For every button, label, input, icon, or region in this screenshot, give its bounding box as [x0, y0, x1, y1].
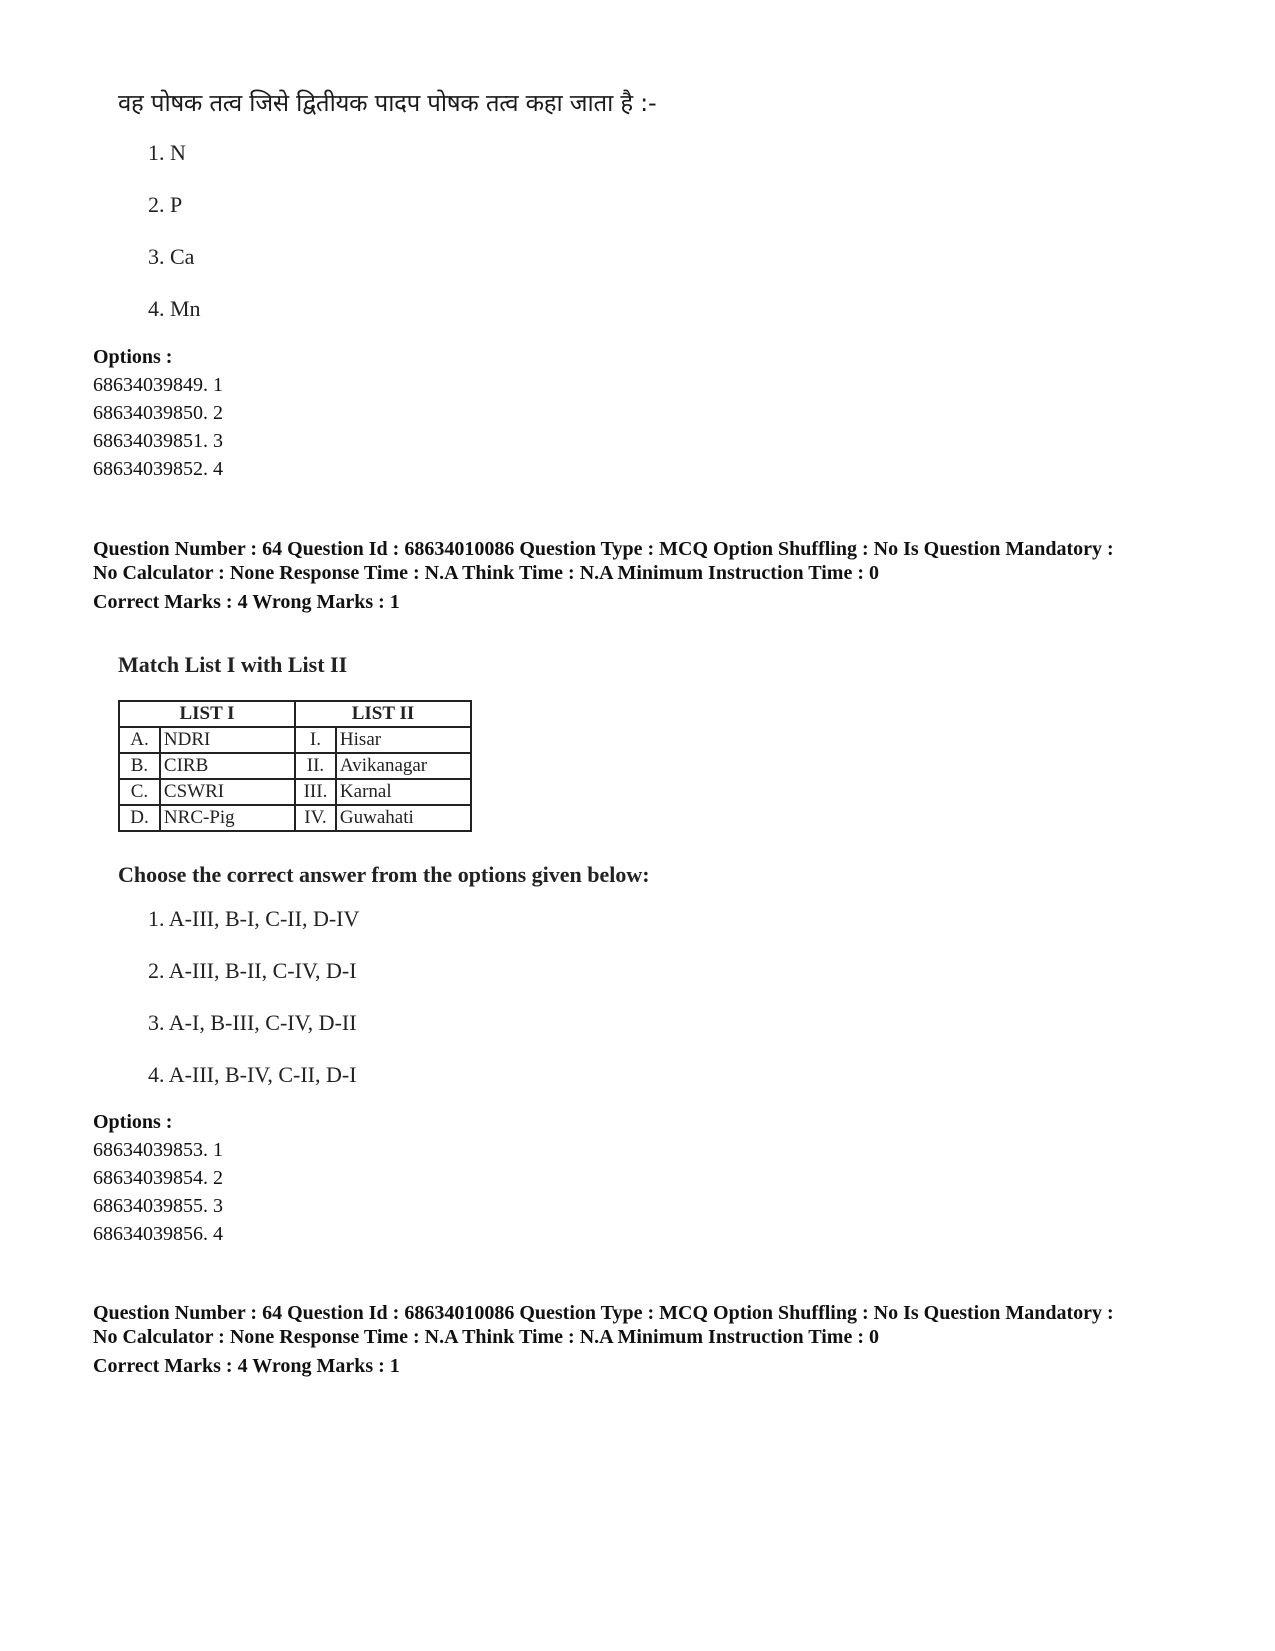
choose-instruction: Choose the correct answer from the options given below:	[118, 862, 650, 887]
question-choice-4: 4. A-III, B-IV, C-II, D-I	[148, 1062, 357, 1087]
list1-value: CSWRI	[160, 779, 295, 805]
list1-value: NDRI	[160, 727, 295, 753]
option-id-line: 68634039856. 4	[93, 1223, 223, 1245]
list1-index: C.	[119, 779, 160, 805]
option-id-line: 68634039852. 4	[93, 458, 223, 480]
option-id-line: 68634039850. 2	[93, 402, 223, 424]
table-row	[119, 779, 471, 805]
list2-value: Karnal	[336, 779, 471, 805]
list1-index: D.	[119, 805, 160, 831]
list2-index: III.	[295, 779, 336, 805]
list1-header: LIST I	[119, 701, 295, 727]
option-id-line: 68634039854. 2	[93, 1167, 223, 1189]
list2-value: Hisar	[336, 727, 471, 753]
question-marks: Correct Marks : 4 Wrong Marks : 1	[93, 591, 400, 613]
list1-index: A.	[119, 727, 160, 753]
list2-index: I.	[295, 727, 336, 753]
question-choice-3: 3. Ca	[148, 244, 195, 269]
options-label: Options :	[93, 346, 173, 368]
option-id-line: 68634039855. 3	[93, 1195, 223, 1217]
question-choice-2: 2. A-III, B-II, C-IV, D-I	[148, 958, 357, 983]
question-choice-4: 4. Mn	[148, 296, 201, 321]
option-id-line: 68634039851. 3	[93, 430, 223, 452]
question-meta-line1: Question Number : 64 Question Id : 68634010086 Question Type : MCQ Option Shuffling : No Is Question Mandatory :	[93, 1302, 1114, 1324]
question-text-hindi: वह पोषक तत्व जिसे द्वितीयक पादप पोषक तत्व कहा जाता है :-	[118, 89, 657, 117]
question-meta-line2: No Calculator : None Response Time : N.A Think Time : N.A Minimum Instruction Time : 0	[93, 562, 879, 584]
table-row	[119, 805, 471, 831]
list2-index: IV.	[295, 805, 336, 831]
option-id-line: 68634039853. 1	[93, 1139, 223, 1161]
list1-value: NRC-Pig	[160, 805, 295, 831]
option-id-line: 68634039849. 1	[93, 374, 223, 396]
table-header-row	[119, 701, 471, 727]
list2-value: Avikanagar	[336, 753, 471, 779]
question-choice-3: 3. A-I, B-III, C-IV, D-II	[148, 1010, 357, 1035]
question-choice-1: 1. A-III, B-I, C-II, D-IV	[148, 906, 360, 931]
list2-header: LIST II	[295, 701, 471, 727]
list1-value: CIRB	[160, 753, 295, 779]
question-choice-1: 1. N	[148, 140, 186, 165]
question-choice-2: 2. P	[148, 192, 183, 217]
match-title: Match List I with List II	[118, 652, 348, 677]
list1-index: B.	[119, 753, 160, 779]
match-table	[118, 700, 472, 832]
table-row	[119, 727, 471, 753]
question-meta-line1: Question Number : 64 Question Id : 68634010086 Question Type : MCQ Option Shuffling : No Is Question Mandatory :	[93, 538, 1114, 560]
list2-index: II.	[295, 753, 336, 779]
list2-value: Guwahati	[336, 805, 471, 831]
question-meta-line2: No Calculator : None Response Time : N.A Think Time : N.A Minimum Instruction Time : 0	[93, 1326, 879, 1348]
table-row	[119, 753, 471, 779]
options-label: Options :	[93, 1111, 173, 1133]
question-marks: Correct Marks : 4 Wrong Marks : 1	[93, 1355, 400, 1377]
